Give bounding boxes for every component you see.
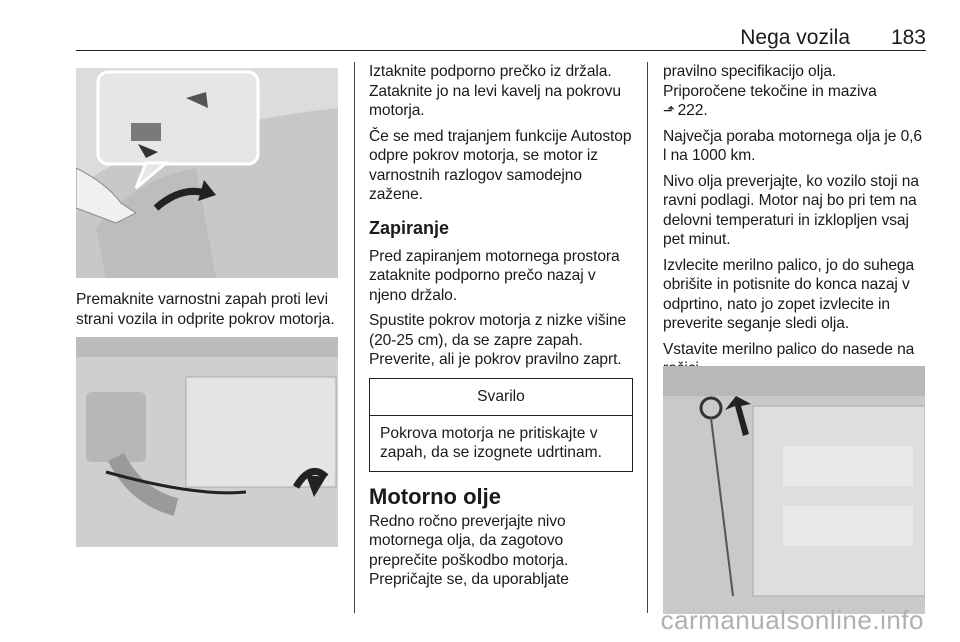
watermark: carmanualsonline.info <box>660 605 924 635</box>
paragraph: Iztaknite podporno prečko iz držala. Zataknite jo na levi kavelj na pokrovu motorja. <box>369 63 621 119</box>
warning-title: Svarilo <box>370 379 632 416</box>
paragraph: Spustite pokrov motorja z nizke višine (20-25 cm), da se zapre zapah. Preverite, ali je pokrov pravilno zaprt. <box>369 312 627 368</box>
arrow-ref-icon: ⬏ <box>663 102 675 118</box>
dipstick-illustration <box>663 366 925 614</box>
paragraph: Redno ročno preverjajte nivo motornega olja, da zagotovo preprečite poškodbo motorja. Prepričajte se, da uporabljate <box>369 512 569 588</box>
chapter-title: Nega vozila <box>740 26 850 49</box>
engine-bay-illustration <box>76 337 338 547</box>
paragraph: Največja poraba motornega olja je 0,6 l na 1000 km. <box>663 127 922 164</box>
paragraph: Vstavite merilno palico do nasede na <box>663 340 915 358</box>
warning-text: Pokrova motorja ne pritiskajte v zapah, da se izognete udrtinam. <box>380 424 602 461</box>
page-header <box>76 26 926 48</box>
page-number: 183 <box>890 26 926 49</box>
hood-latch-illustration <box>76 68 338 278</box>
section-heading: Zapiranje <box>369 217 450 238</box>
paragraph: pravilno specifikacijo olja. <box>663 63 837 80</box>
col3-text <box>663 62 928 385</box>
paragraph: Če se med trajanjem funkcije Autostop odpre pokrov motorja, se motor iz varnostnih razlogov samodejno zažene. <box>369 127 632 203</box>
caption-paragraph: Premaknite varnostni zapah proti levi strani vozila in odprite pokrov motorja. <box>76 291 335 328</box>
paragraph: Pred zapiranjem motornega prostora zataknite podporno prečo nazaj v njeno držalo. <box>369 247 620 304</box>
section-heading: Motorno olje <box>369 483 501 509</box>
paragraph: Priporočene tekočine in maziva <box>663 82 877 100</box>
page-reference <box>663 101 928 121</box>
col1-text <box>76 290 342 335</box>
warning-box <box>369 378 633 472</box>
paragraph: Izvlecite merilno palico, jo do suhega obrišite in potisnite do konca nazaj v odprtino, nato jo zopet izvlecite in preverite seganje sledi olja. <box>663 256 915 332</box>
paragraph: Nivo olja preverjajte, ko vozilo stoji na ravni podlagi. Motor naj bo pri tem na delovni temperaturi in izklopljen vsaj pet minut. <box>663 172 919 248</box>
column-divider <box>647 62 648 613</box>
col2-text <box>369 62 633 596</box>
column-divider <box>354 62 355 613</box>
header-rule <box>76 50 926 51</box>
reference-page: 222. <box>677 102 708 119</box>
